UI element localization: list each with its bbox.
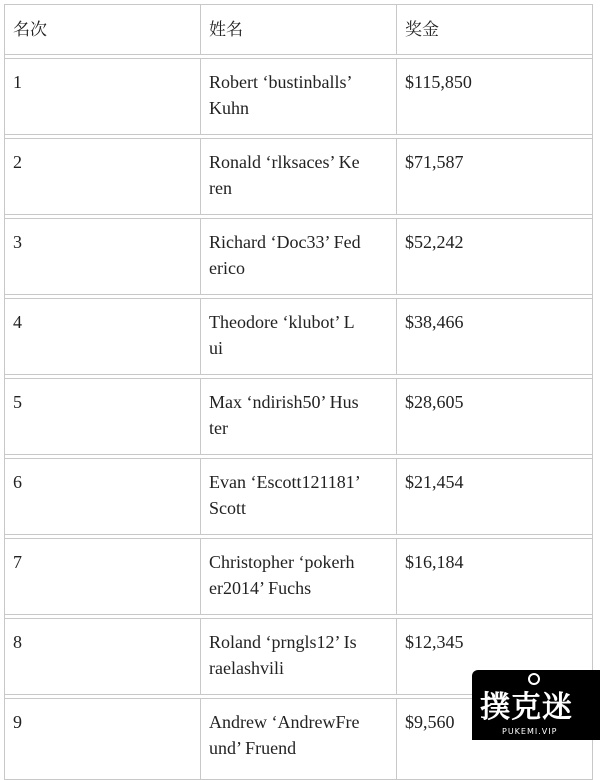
results-table — [4, 4, 593, 780]
name-line: ui — [209, 338, 224, 358]
rank-cell: 6 — [5, 459, 201, 535]
header-name: 姓名 — [201, 5, 397, 55]
rank-cell: 5 — [5, 379, 201, 455]
rank-cell: 2 — [5, 139, 201, 215]
rank-cell: 7 — [5, 539, 201, 615]
name-line: Max ‘ndirish50’ Hus — [209, 392, 359, 412]
table-row — [5, 539, 592, 619]
name-line: Roland ‘prngls12’ Is — [209, 632, 357, 652]
table-row — [5, 219, 592, 299]
header-prize: 奖金 — [397, 5, 592, 55]
name-line: Robert ‘bustinballs’ — [209, 72, 353, 92]
name-line: er2014’ Fuchs — [209, 578, 312, 598]
name-cell — [201, 379, 397, 455]
name-line: Theodore ‘klubot’ L — [209, 312, 355, 332]
name-cell — [201, 299, 397, 375]
name-line: Andrew ‘AndrewFre — [209, 712, 360, 732]
table-row — [5, 59, 592, 139]
name-cell — [201, 619, 397, 695]
table-row — [5, 139, 592, 219]
prize-cell: $28,605 — [397, 379, 592, 455]
name-line: und’ Fruend — [209, 738, 297, 758]
name-line: Richard ‘Doc33’ Fed — [209, 232, 361, 252]
name-cell — [201, 699, 397, 779]
prize-cell: $52,242 — [397, 219, 592, 295]
name-line: erico — [209, 258, 245, 278]
name-cell — [201, 539, 397, 615]
prize-cell: $21,454 — [397, 459, 592, 535]
name-line: raelashvili — [209, 658, 284, 678]
rank-cell: 4 — [5, 299, 201, 375]
name-line: Evan ‘Escott121181’ — [209, 472, 361, 492]
name-line: Kuhn — [209, 98, 249, 118]
prize-cell: $38,466 — [397, 299, 592, 375]
name-cell — [201, 139, 397, 215]
watermark-subtext: PUKEMI.VIP — [502, 727, 558, 736]
watermark-text: 撲克迷 — [480, 690, 573, 725]
name-cell — [201, 459, 397, 535]
name-line: Ronald ‘rlksaces’ Ke — [209, 152, 360, 172]
rank-cell: 8 — [5, 619, 201, 695]
name-line: Scott — [209, 498, 247, 518]
rank-cell: 3 — [5, 219, 201, 295]
prize-cell: $115,850 — [397, 59, 592, 135]
prize-cell: $12,345 — [397, 619, 592, 695]
prize-cell: $16,184 — [397, 539, 592, 615]
table-row — [5, 379, 592, 459]
table-row — [5, 299, 592, 379]
name-cell — [201, 219, 397, 295]
prize-cell: $9,560 — [405, 712, 455, 732]
prize-cell: $71,587 — [397, 139, 592, 215]
table-row — [5, 459, 592, 539]
watermark-logo — [472, 670, 600, 740]
name-line: Christopher ‘pokerh — [209, 552, 355, 572]
rank-cell: 9 — [5, 699, 201, 779]
name-cell — [201, 59, 397, 135]
header-rank: 名次 — [5, 5, 201, 55]
name-line: ter — [209, 418, 228, 438]
table-header — [5, 5, 592, 59]
name-line: ren — [209, 178, 232, 198]
rank-cell: 1 — [5, 59, 201, 135]
